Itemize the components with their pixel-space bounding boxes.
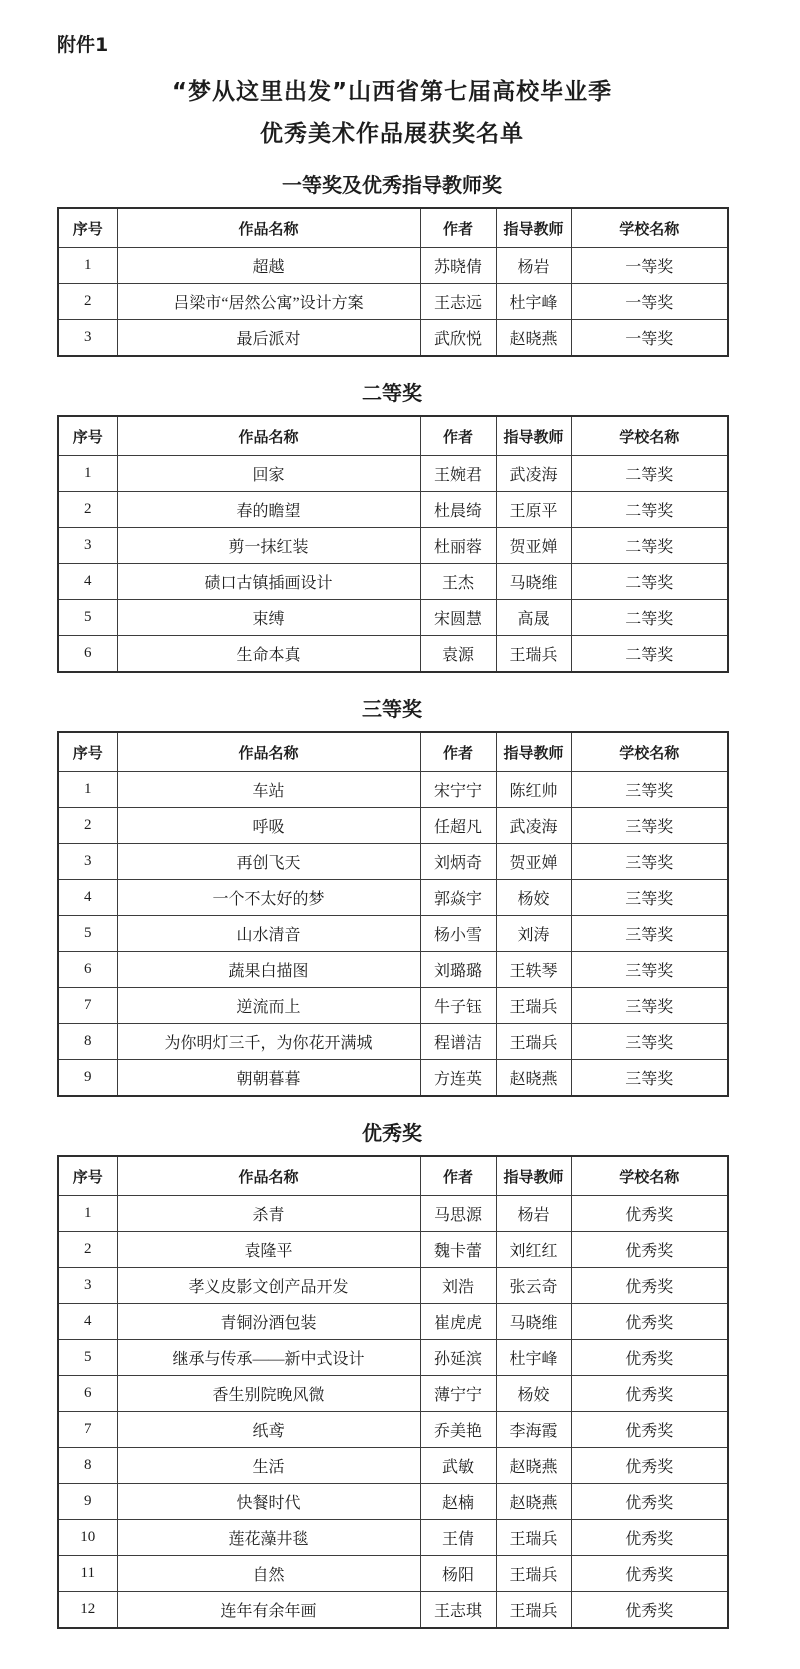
author-cell: 程谱洁 (420, 1024, 496, 1060)
teacher-cell: 王原平 (496, 492, 571, 528)
table-row (58, 1268, 728, 1304)
row-index-cell: 5 (58, 600, 117, 636)
work-title-cell: 生命本真 (117, 636, 420, 673)
section-title: 优秀奖 (362, 1121, 422, 1145)
award-level-cell: 一等奖 (571, 320, 728, 357)
column-header: 序号 (58, 208, 117, 248)
row-index-cell: 3 (58, 1268, 117, 1304)
award-level-cell: 二等奖 (571, 456, 728, 492)
teacher-cell: 王瑞兵 (496, 988, 571, 1024)
row-index-cell: 4 (58, 880, 117, 916)
author-cell: 牛子钰 (420, 988, 496, 1024)
document-title-line2: 优秀美术作品展获奖名单 (260, 121, 524, 147)
column-header: 指导教师 (496, 1156, 571, 1196)
work-title-cell: 最后派对 (117, 320, 420, 357)
table-row (58, 916, 728, 952)
work-title-cell: 车站 (117, 772, 420, 808)
award-level-cell: 二等奖 (571, 636, 728, 673)
award-level-cell: 优秀奖 (571, 1376, 728, 1412)
award-table (57, 415, 729, 673)
row-index-cell: 3 (58, 320, 117, 357)
award-level-cell: 优秀奖 (571, 1448, 728, 1484)
work-title-cell: 快餐时代 (117, 1484, 420, 1520)
column-header: 序号 (58, 1156, 117, 1196)
column-header: 作品名称 (117, 1156, 420, 1196)
table-row (58, 456, 728, 492)
award-level-cell: 优秀奖 (571, 1556, 728, 1592)
table-row (58, 952, 728, 988)
teacher-cell: 赵晓燕 (496, 1060, 571, 1097)
teacher-cell: 杜宇峰 (496, 1340, 571, 1376)
row-index-cell: 5 (58, 916, 117, 952)
work-title-cell: 自然 (117, 1556, 420, 1592)
award-level-cell: 优秀奖 (571, 1592, 728, 1629)
table-row (58, 1484, 728, 1520)
author-cell: 孙延滨 (420, 1340, 496, 1376)
work-title-cell: 为你明灯三千，为你花开满城 (117, 1024, 420, 1060)
table-row (58, 564, 728, 600)
table-row (58, 492, 728, 528)
row-index-cell: 2 (58, 492, 117, 528)
table-row (58, 880, 728, 916)
column-header: 序号 (58, 732, 117, 772)
award-level-cell: 优秀奖 (571, 1520, 728, 1556)
teacher-cell: 赵晓燕 (496, 1448, 571, 1484)
row-index-cell: 8 (58, 1448, 117, 1484)
author-cell: 王志远 (420, 284, 496, 320)
row-index-cell: 3 (58, 528, 117, 564)
row-index-cell: 2 (58, 284, 117, 320)
work-title-cell: 春的瞻望 (117, 492, 420, 528)
teacher-cell: 王轶琴 (496, 952, 571, 988)
award-level-cell: 优秀奖 (571, 1340, 728, 1376)
award-section (57, 171, 727, 357)
attachment-label: 附件1 (57, 34, 109, 56)
teacher-cell: 杨岩 (496, 248, 571, 284)
table-row (58, 1196, 728, 1232)
award-level-cell: 三等奖 (571, 1060, 728, 1097)
table-row (58, 1340, 728, 1376)
work-title-cell: 再创飞天 (117, 844, 420, 880)
author-cell: 方连英 (420, 1060, 496, 1097)
work-title-cell: 继承与传承——新中式设计 (117, 1340, 420, 1376)
teacher-cell: 武凌海 (496, 808, 571, 844)
award-table (57, 731, 729, 1097)
author-cell: 武敏 (420, 1448, 496, 1484)
table-row (58, 600, 728, 636)
row-index-cell: 2 (58, 1232, 117, 1268)
table-row (58, 636, 728, 673)
teacher-cell: 贺亚婵 (496, 528, 571, 564)
table-row (58, 248, 728, 284)
work-title-cell: 袁隆平 (117, 1232, 420, 1268)
author-cell: 王杰 (420, 564, 496, 600)
teacher-cell: 杨姣 (496, 880, 571, 916)
teacher-cell: 李海霞 (496, 1412, 571, 1448)
teacher-cell: 王瑞兵 (496, 1592, 571, 1629)
award-level-cell: 三等奖 (571, 916, 728, 952)
table-row (58, 1448, 728, 1484)
award-section (57, 379, 727, 673)
work-title-cell: 逆流而上 (117, 988, 420, 1024)
teacher-cell: 高晟 (496, 600, 571, 636)
column-header: 学校名称 (571, 732, 728, 772)
table-row (58, 1592, 728, 1629)
award-section (57, 695, 727, 1097)
row-index-cell: 6 (58, 1376, 117, 1412)
author-cell: 乔美艳 (420, 1412, 496, 1448)
column-header: 作者 (420, 732, 496, 772)
column-header: 指导教师 (496, 416, 571, 456)
author-cell: 薄宁宁 (420, 1376, 496, 1412)
table-row (58, 1024, 728, 1060)
table-row (58, 1232, 728, 1268)
teacher-cell: 刘涛 (496, 916, 571, 952)
work-title-cell: 莲花藻井毯 (117, 1520, 420, 1556)
row-index-cell: 12 (58, 1592, 117, 1629)
row-index-cell: 5 (58, 1340, 117, 1376)
teacher-cell: 赵晓燕 (496, 320, 571, 357)
award-level-cell: 三等奖 (571, 988, 728, 1024)
work-title-cell: 呼吸 (117, 808, 420, 844)
award-level-cell: 二等奖 (571, 528, 728, 564)
award-level-cell: 一等奖 (571, 284, 728, 320)
author-cell: 刘炳奇 (420, 844, 496, 880)
teacher-cell: 刘红红 (496, 1232, 571, 1268)
work-title-cell: 束缚 (117, 600, 420, 636)
teacher-cell: 赵晓燕 (496, 1484, 571, 1520)
teacher-cell: 马晓维 (496, 564, 571, 600)
row-index-cell: 4 (58, 564, 117, 600)
row-index-cell: 11 (58, 1556, 117, 1592)
header-row (58, 732, 728, 772)
teacher-cell: 王瑞兵 (496, 1556, 571, 1592)
award-level-cell: 优秀奖 (571, 1412, 728, 1448)
table-row (58, 1412, 728, 1448)
header-row (58, 208, 728, 248)
work-title-cell: 吕梁市“居然公寓”设计方案 (117, 284, 420, 320)
column-header: 作品名称 (117, 416, 420, 456)
award-table (57, 207, 729, 357)
row-index-cell: 3 (58, 844, 117, 880)
author-cell: 武欣悦 (420, 320, 496, 357)
award-level-cell: 一等奖 (571, 248, 728, 284)
row-index-cell: 1 (58, 248, 117, 284)
teacher-cell: 马晓维 (496, 1304, 571, 1340)
author-cell: 苏晓倩 (420, 248, 496, 284)
award-level-cell: 三等奖 (571, 880, 728, 916)
section-title: 一等奖及优秀指导教师奖 (282, 173, 502, 197)
author-cell: 任超凡 (420, 808, 496, 844)
award-level-cell: 三等奖 (571, 844, 728, 880)
row-index-cell: 9 (58, 1484, 117, 1520)
table-row (58, 284, 728, 320)
column-header: 作者 (420, 416, 496, 456)
column-header: 学校名称 (571, 416, 728, 456)
author-cell: 宋圆慧 (420, 600, 496, 636)
work-title-cell: 朝朝暮暮 (117, 1060, 420, 1097)
table-row (58, 528, 728, 564)
author-cell: 杨阳 (420, 1556, 496, 1592)
row-index-cell: 6 (58, 636, 117, 673)
work-title-cell: 回家 (117, 456, 420, 492)
author-cell: 王志琪 (420, 1592, 496, 1629)
author-cell: 袁源 (420, 636, 496, 673)
award-level-cell: 三等奖 (571, 772, 728, 808)
award-level-cell: 优秀奖 (571, 1196, 728, 1232)
work-title-cell: 生活 (117, 1448, 420, 1484)
author-cell: 马思源 (420, 1196, 496, 1232)
row-index-cell: 10 (58, 1520, 117, 1556)
row-index-cell: 7 (58, 1412, 117, 1448)
document-title-line1: “梦从这里出发”山西省第七届高校毕业季 (171, 79, 613, 105)
work-title-cell: 碛口古镇插画设计 (117, 564, 420, 600)
award-level-cell: 二等奖 (571, 492, 728, 528)
award-level-cell: 二等奖 (571, 600, 728, 636)
column-header: 学校名称 (571, 1156, 728, 1196)
row-index-cell: 6 (58, 952, 117, 988)
teacher-cell: 武凌海 (496, 456, 571, 492)
author-cell: 郭焱宇 (420, 880, 496, 916)
row-index-cell: 2 (58, 808, 117, 844)
work-title-cell: 山水清音 (117, 916, 420, 952)
award-level-cell: 优秀奖 (571, 1268, 728, 1304)
column-header: 作者 (420, 1156, 496, 1196)
author-cell: 王倩 (420, 1520, 496, 1556)
author-cell: 杨小雪 (420, 916, 496, 952)
teacher-cell: 王瑞兵 (496, 636, 571, 673)
author-cell: 宋宁宁 (420, 772, 496, 808)
column-header: 指导教师 (496, 208, 571, 248)
table-row (58, 1556, 728, 1592)
work-title-cell: 蔬果白描图 (117, 952, 420, 988)
table-row (58, 988, 728, 1024)
teacher-cell: 杨姣 (496, 1376, 571, 1412)
teacher-cell: 贺亚婵 (496, 844, 571, 880)
column-header: 作品名称 (117, 732, 420, 772)
row-index-cell: 4 (58, 1304, 117, 1340)
row-index-cell: 7 (58, 988, 117, 1024)
header-row (58, 1156, 728, 1196)
work-title-cell: 一个不太好的梦 (117, 880, 420, 916)
column-header: 指导教师 (496, 732, 571, 772)
row-index-cell: 1 (58, 1196, 117, 1232)
work-title-cell: 纸鸢 (117, 1412, 420, 1448)
author-cell: 赵楠 (420, 1484, 496, 1520)
section-title: 三等奖 (362, 697, 422, 721)
work-title-cell: 剪一抹红装 (117, 528, 420, 564)
table-row (58, 1520, 728, 1556)
author-cell: 杜晨绮 (420, 492, 496, 528)
row-index-cell: 1 (58, 456, 117, 492)
award-sections-container (57, 171, 727, 1629)
table-row (58, 320, 728, 357)
work-title-cell: 青铜汾酒包装 (117, 1304, 420, 1340)
row-index-cell: 9 (58, 1060, 117, 1097)
column-header: 学校名称 (571, 208, 728, 248)
table-row (58, 844, 728, 880)
teacher-cell: 王瑞兵 (496, 1024, 571, 1060)
work-title-cell: 连年有余年画 (117, 1592, 420, 1629)
section-title: 二等奖 (362, 381, 422, 405)
row-index-cell: 1 (58, 772, 117, 808)
work-title-cell: 香生别院晚风微 (117, 1376, 420, 1412)
award-level-cell: 三等奖 (571, 1024, 728, 1060)
table-row (58, 1304, 728, 1340)
author-cell: 杜丽蓉 (420, 528, 496, 564)
column-header: 作者 (420, 208, 496, 248)
teacher-cell: 陈红帅 (496, 772, 571, 808)
author-cell: 刘浩 (420, 1268, 496, 1304)
award-level-cell: 优秀奖 (571, 1304, 728, 1340)
author-cell: 刘璐璐 (420, 952, 496, 988)
award-section (57, 1119, 727, 1629)
author-cell: 魏卡蕾 (420, 1232, 496, 1268)
work-title-cell: 超越 (117, 248, 420, 284)
column-header: 作品名称 (117, 208, 420, 248)
award-level-cell: 三等奖 (571, 952, 728, 988)
award-level-cell: 优秀奖 (571, 1232, 728, 1268)
teacher-cell: 王瑞兵 (496, 1520, 571, 1556)
teacher-cell: 杨岩 (496, 1196, 571, 1232)
table-row (58, 808, 728, 844)
teacher-cell: 张云奇 (496, 1268, 571, 1304)
author-cell: 崔虎虎 (420, 1304, 496, 1340)
author-cell: 王婉君 (420, 456, 496, 492)
award-level-cell: 优秀奖 (571, 1484, 728, 1520)
table-row (58, 1060, 728, 1097)
table-row (58, 772, 728, 808)
work-title-cell: 孝义皮影文创产品开发 (117, 1268, 420, 1304)
row-index-cell: 8 (58, 1024, 117, 1060)
column-header: 序号 (58, 416, 117, 456)
table-row (58, 1376, 728, 1412)
header-row (58, 416, 728, 456)
work-title-cell: 杀青 (117, 1196, 420, 1232)
award-level-cell: 三等奖 (571, 808, 728, 844)
award-table (57, 1155, 729, 1629)
teacher-cell: 杜宇峰 (496, 284, 571, 320)
award-level-cell: 二等奖 (571, 564, 728, 600)
